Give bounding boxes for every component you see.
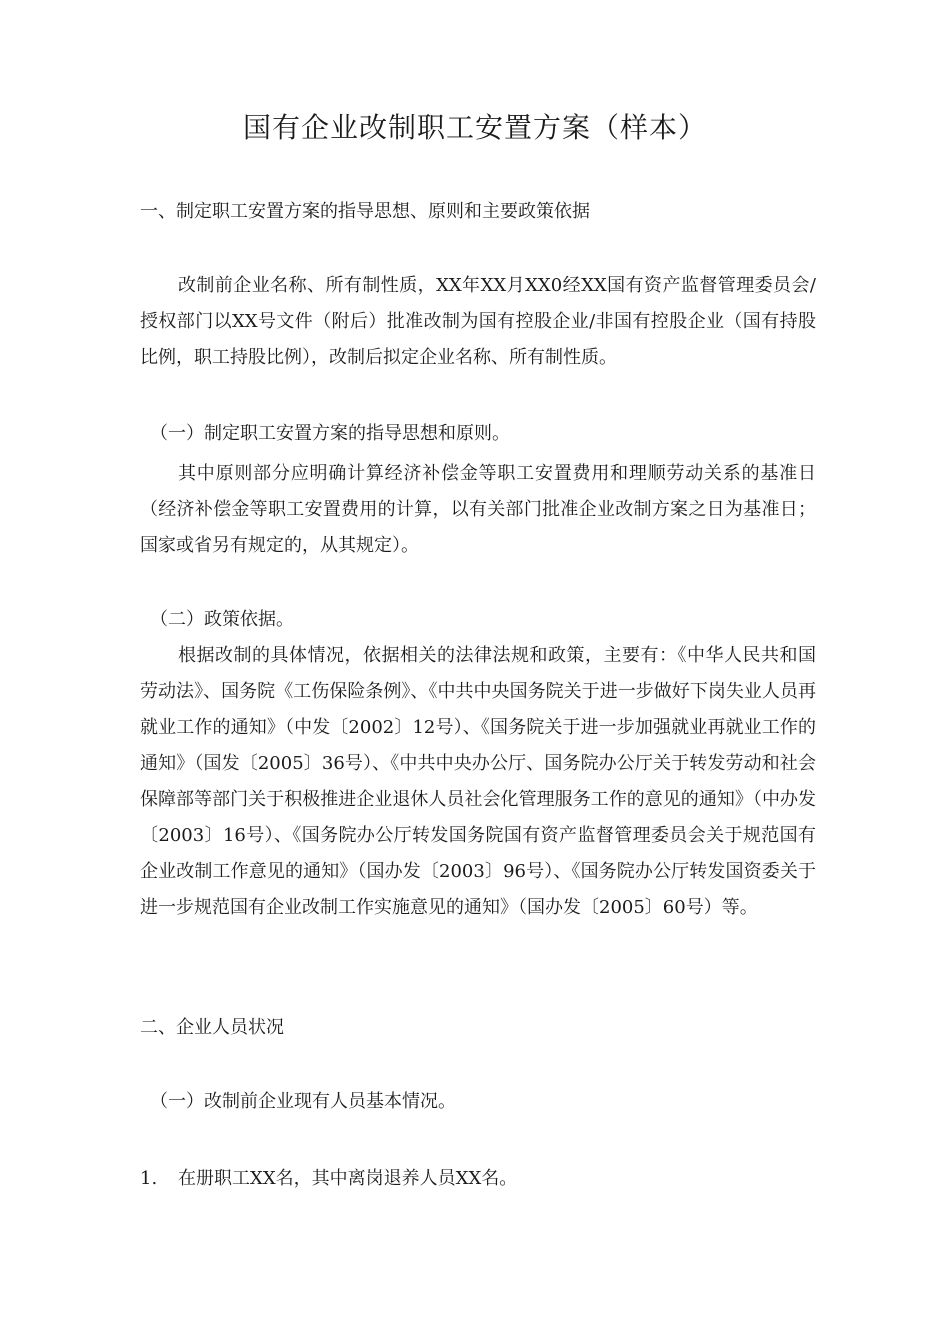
section-heading-2: 二、企业人员状况 xyxy=(140,1017,284,1038)
subsection-heading-1-2: （二）政策依据。 xyxy=(150,609,294,630)
list-item-number: 1. xyxy=(140,1168,158,1189)
section-heading-1: 一、制定职工安置方案的指导思想、原则和主要政策依据 xyxy=(140,201,590,222)
list-item-text: 在册职工XX名，其中离岗退养人员XX名。 xyxy=(178,1168,518,1189)
subsection-heading-1-1: （一）制定职工安置方案的指导思想和原则。 xyxy=(150,423,510,444)
subsection-1-2-body: 根据改制的具体情况，依据相关的法律法规和政策，主要有：《中华人民共和国劳动法》、国务院《工伤保险条例》、《中共中央国务院关于进一步做好下岗失业人员再就业工作的通知》（中发〔2002〕12号）、《国务院关于进一步加强就业再就业工作的通知》（国发〔2005〕36号）、《中共中央办公厅、国务院办公厅关于转发劳动和社会保障部等部门关于积极推进企业退休人员社会化管理服务工作的意见的通知》（中办发〔2003〕16号）、《国务院办公厅转发国务院国有资产监督管理委员会关于规范国有企业改制工作意见的通知》（国办发〔2003〕96号）、《国务院办公厅转发国资委关于进一步规范国有企业改制工作实施意见的通知》（国办发〔2005〕60号）等。 xyxy=(140,645,816,918)
subsection-heading-2-1: （一）改制前企业现有人员基本情况。 xyxy=(150,1091,456,1112)
list-item xyxy=(140,1167,815,1191)
document-title: 国有企业改制职工安置方案（样本） xyxy=(242,111,707,144)
subsection-1-1-body: 其中原则部分应明确计算经济补偿金等职工安置费用和理顺劳动关系的基准日（经济补偿金等职工安置费用的计算，以有关部门批准企业改制方案之日为基准日；国家或省另有规定的，从其规定）。 xyxy=(140,463,816,556)
section-1-intro-paragraph: 改制前企业名称、所有制性质，XX年XX月XX0经XX国有资产监督管理委员会/授权部门以XX号文件（附后）批准改制为国有控股企业/非国有控股企业（国有持股比例，职工持股比例），改制后拟定企业名称、所有制性质。 xyxy=(140,275,816,368)
